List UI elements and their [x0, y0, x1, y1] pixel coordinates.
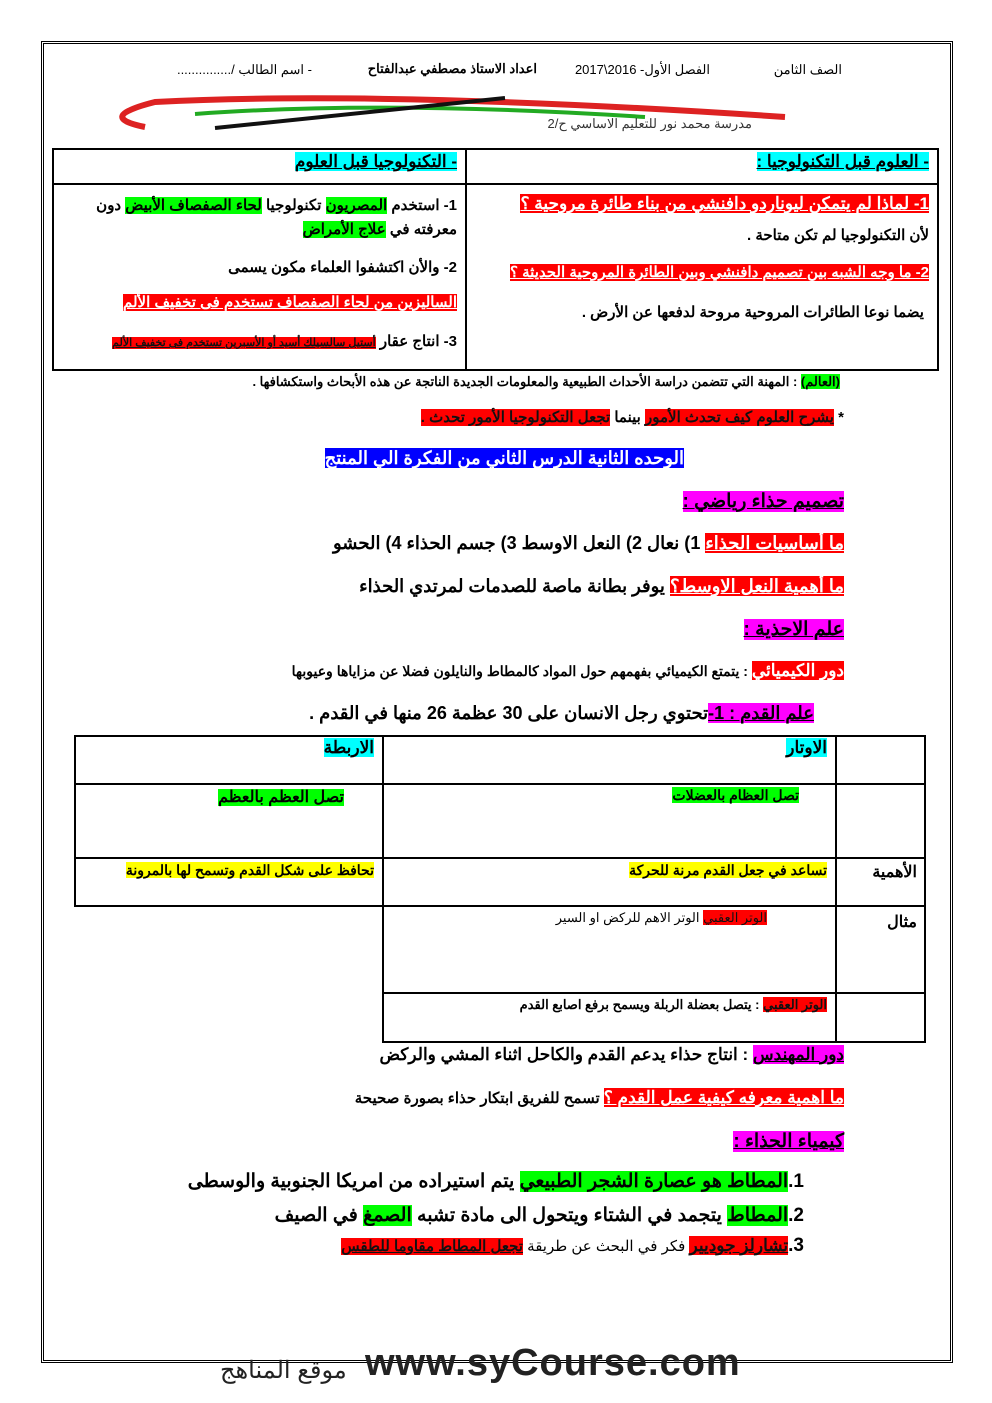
salicin-note: الساليزين من لحاء الصفصاف تستخدم فى تخفيف الألم [123, 294, 457, 311]
right-title: - العلوم قبل التكنولوجيا : [756, 152, 929, 171]
shoe-basics: ما أساسيات الحذاء 1) نعال 2) النعل الاوسط 3) جسم الحذاء 4) الحشو [332, 533, 844, 553]
ligaments-header: الاربطة [323, 738, 374, 757]
question-1: 1- لماذا لم يتمكن ليوناردو دافنشي من بناء طائرة مروحية ؟ [520, 194, 929, 213]
foot-table [74, 735, 926, 907]
ligaments-importance: تحافظ على شكل القدم وتسمح لها بالمرونة [125, 862, 374, 878]
foot-science: علم القدم : 1-تحتوي رجل الانسان على 30 عظمة 26 منها في القدم . [309, 703, 814, 723]
tendons-definition: تصل العظام بالعضلات [672, 787, 799, 803]
chemist-role: دور الكيميائي : يتمتع الكيميائي بفهمهم حول المواد كالمطاط والنايلون فضلا عن مزاياها وعيوبها [291, 661, 844, 680]
shoe-chemistry-title: كيمياء الحذاء : [733, 1131, 844, 1152]
importance-label: الأهمية [872, 864, 917, 881]
ligaments-definition: تصل العظم بالعظم [218, 789, 344, 806]
footer-site: موقع المناهج [220, 1357, 347, 1384]
left-title: - التكنولوجيا قبل العلوم [294, 152, 457, 171]
left-item-2: 2- والأن اكتشفوا العلماء مكون يسمى [228, 259, 457, 276]
answer-2: يضما نوعا الطائرات المروحية مروحة لدفعها عن الأرض . [581, 304, 924, 321]
tendons-header: الاوتار [786, 738, 827, 757]
shoe-design-title: تصميم حذاء رياضي : [682, 491, 844, 512]
chem-item-3: 3.تشارلز جوديير فكر في البحث عن طريقة تجعل المطاط مقاوما للطقس [341, 1235, 804, 1256]
tendons-importance: تساعد في جعل القدم مرنة للحركة [629, 862, 827, 878]
midsole-importance: ما أهمية النعل الاوسط؟ يوفر بطانة ماصة للصدمات لمرتدي الحذاء [359, 576, 844, 596]
left-item-3: 3- انتاج عقار أستيل سالسيلك أسيد أو الأسبرين تستخدم فى تخفيف الألم [112, 333, 457, 350]
chem-item-2: 2.المطاط يتجمد في الشتاء ويتحول الى مادة تشبه الصمغ في الصيف [274, 1205, 804, 1226]
science-vs-technology-note: * يشرح العلوم كيف تحدث الأمور بينما تجعل التكنولوجيا الأمور تحدث . [420, 409, 844, 426]
achilles-example: الوتر العقبي الوتر الاهم للركض او السير [555, 910, 767, 925]
author: اعداد الاستاذ مصطفي عبدالفتاح [367, 61, 537, 76]
answer-1: لأن التكنولوجيا لم تكن متاحة . [747, 227, 929, 244]
foot-knowledge-importance: ما اهمية معرفه كيفية عمل القدم ؟ تسمح للفريق ابتكار حذاء بصورة صحيحة [354, 1088, 844, 1107]
shoe-science-title: علم الاحذية : [743, 619, 844, 640]
term: الفصل الأول- 2016\2017 [574, 62, 710, 77]
footer-url: www.syCourse.com [365, 1342, 741, 1384]
achilles-detail: الوتر العقبي : يتصل بعضلة الربلة ويسمح برفع اصابع القدم [519, 997, 827, 1012]
grade: الصف الثامن [773, 62, 842, 77]
unit-title: الوحده الثانية الدرس الثاني من الفكرة الي المنتج [324, 448, 684, 468]
left-item-1: 1- استخدم المصريون تكنولوجيا لحاء الصفصاف الأبيض دون معرفته في علاج الأمراض [96, 197, 457, 238]
question-2: 2- ما وجه الشبه بين تصميم دافنشي وبين الطائرة المروحية الحديثة ؟ [510, 264, 929, 281]
school-name: مدرسة محمد نور للتعليم الاساسي ح/2 [547, 116, 752, 131]
engineer-role: دور المهندس : انتاج حذاء يدعم القدم والكاحل اثناء المشي والركض [379, 1045, 844, 1064]
chem-item-1: 1.المطاط هو عصارة الشجر الطبيعي يتم استيراده من امريكا الجنوبية والوسطى [187, 1171, 804, 1192]
example-label: مثال [887, 914, 917, 931]
student-name: - اسم الطالب /............... [176, 62, 312, 77]
scientist-definition: (العالم) : المهنة التي تتضمن دراسة الأحداث الطبيعية والمعلومات الجديدة الناتجة عن هذه الأبحاث واستكشافها . [252, 374, 840, 389]
